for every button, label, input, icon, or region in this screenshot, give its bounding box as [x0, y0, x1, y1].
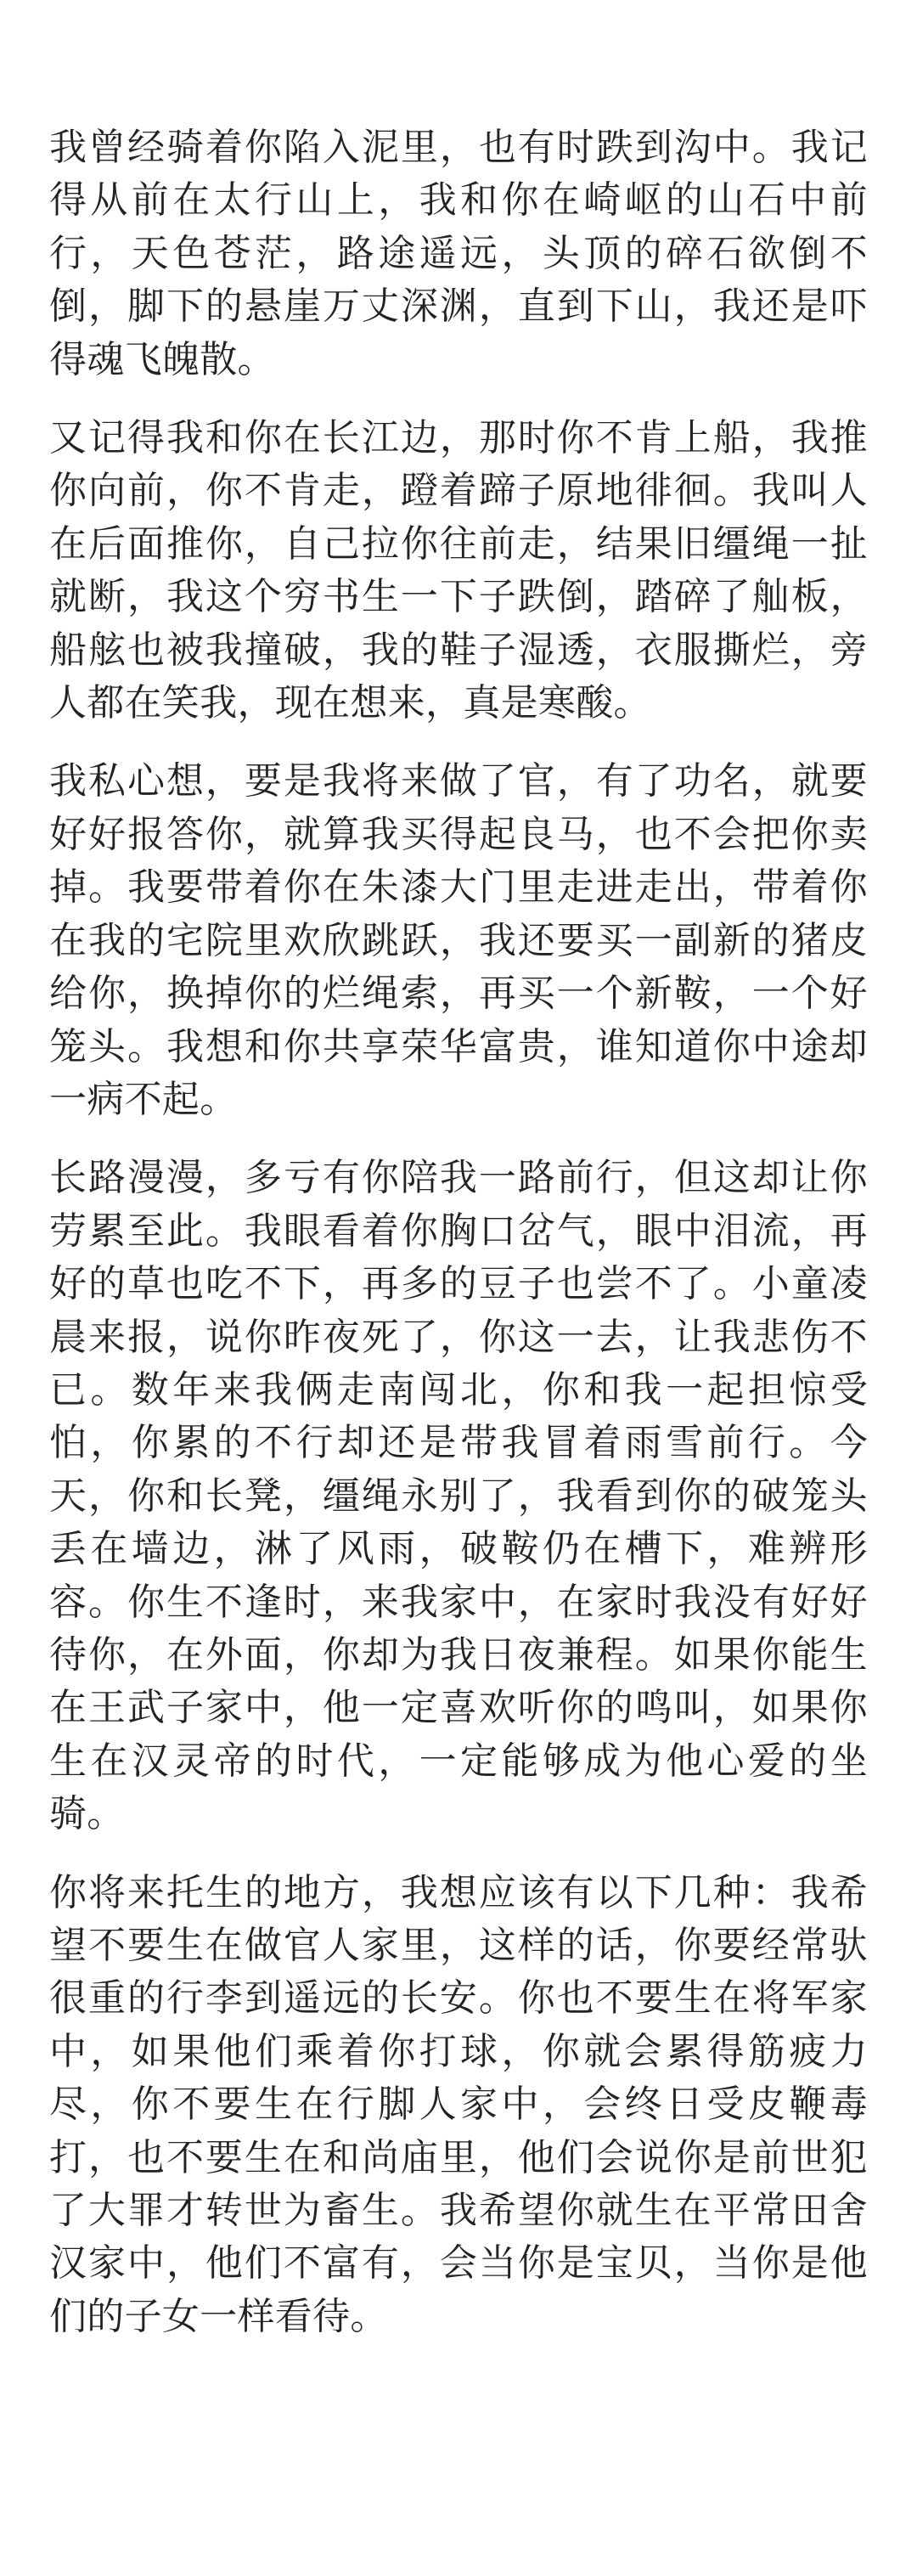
- paragraph-1: 我曾经骑着你陷入泥里，也有时跌到沟中。我记得从前在太行山上，我和你在崎岖的山石中前行，天色苍茫，路途遥远，头顶的碎石欲倒不倒，脚下的悬崖万丈深渊，直到下山，我还是吓得魂飞魄散。: [49, 126, 868, 381]
- paragraph-5: 你将来托生的地方，我想应该有以下几种：我希望不要生在做官人家里，这样的话，你要经常驮很重的行李到遥远的长安。你也不要生在将军家中，如果他们乘着你打球，你就会累得筋疲力尽，你不要生在行脚人家中，会终日受皮鞭毒打，也不要生在和尚庙里，他们会说你是前世犯了大罪才转世为畜生。我希望你就生在平常田舍汉家中，他们不富有，会当你是宝贝，当你是他们的子女一样看待。: [49, 1870, 868, 2338]
- paragraph-3: 我私心想，要是我将来做了官，有了功名，就要好好报答你，就算我买得起良马，也不会把你卖掉。我要带着你在朱漆大门里走进走出，带着你在我的宅院里欢欣跳跃，我还要买一副新的猪皮给你，换掉你的烂绳索，再买一个新鞍，一个好笼头。我想和你共享荣华富贵，谁知道你中途却一病不起。: [49, 759, 868, 1121]
- paragraph-4: 长路漫漫，多亏有你陪我一路前行，但这却让你劳累至此。我眼看着你胸口岔气，眼中泪流，再好的草也吃不下，再多的豆子也尝不了。小童凌晨来报，说你昨夜死了，你这一去，让我悲伤不已。数年来我俩走南闯北，你和我一起担惊受怕，你累的不行却还是带我冒着雨雪前行。今天，你和长凳，缰绳永别了，我看到你的破笼头丢在墙边，淋了风雨，破鞍仍在槽下，难辨形容。你生不逢时，来我家中，在家时我没有好好待你，在外面，你却为我日夜兼程。如果你能生在王武子家中，他一定喜欢听你的鸣叫，如果你生在汉灵帝的时代，一定能够成为他心爱的坐骑。: [49, 1156, 868, 1836]
- paragraph-2: 又记得我和你在长江边，那时你不肯上船，我推你向前，你不肯走，蹬着蹄子原地徘徊。我叫人在后面推你，自己拉你往前走，结果旧缰绳一扯就断，我这个穷书生一下子跌倒，踏碎了舢板，船舷也被我撞破，我的鞋子湿透，衣服撕烂，旁人都在笑我，现在想来，真是寒酸。: [49, 416, 868, 725]
